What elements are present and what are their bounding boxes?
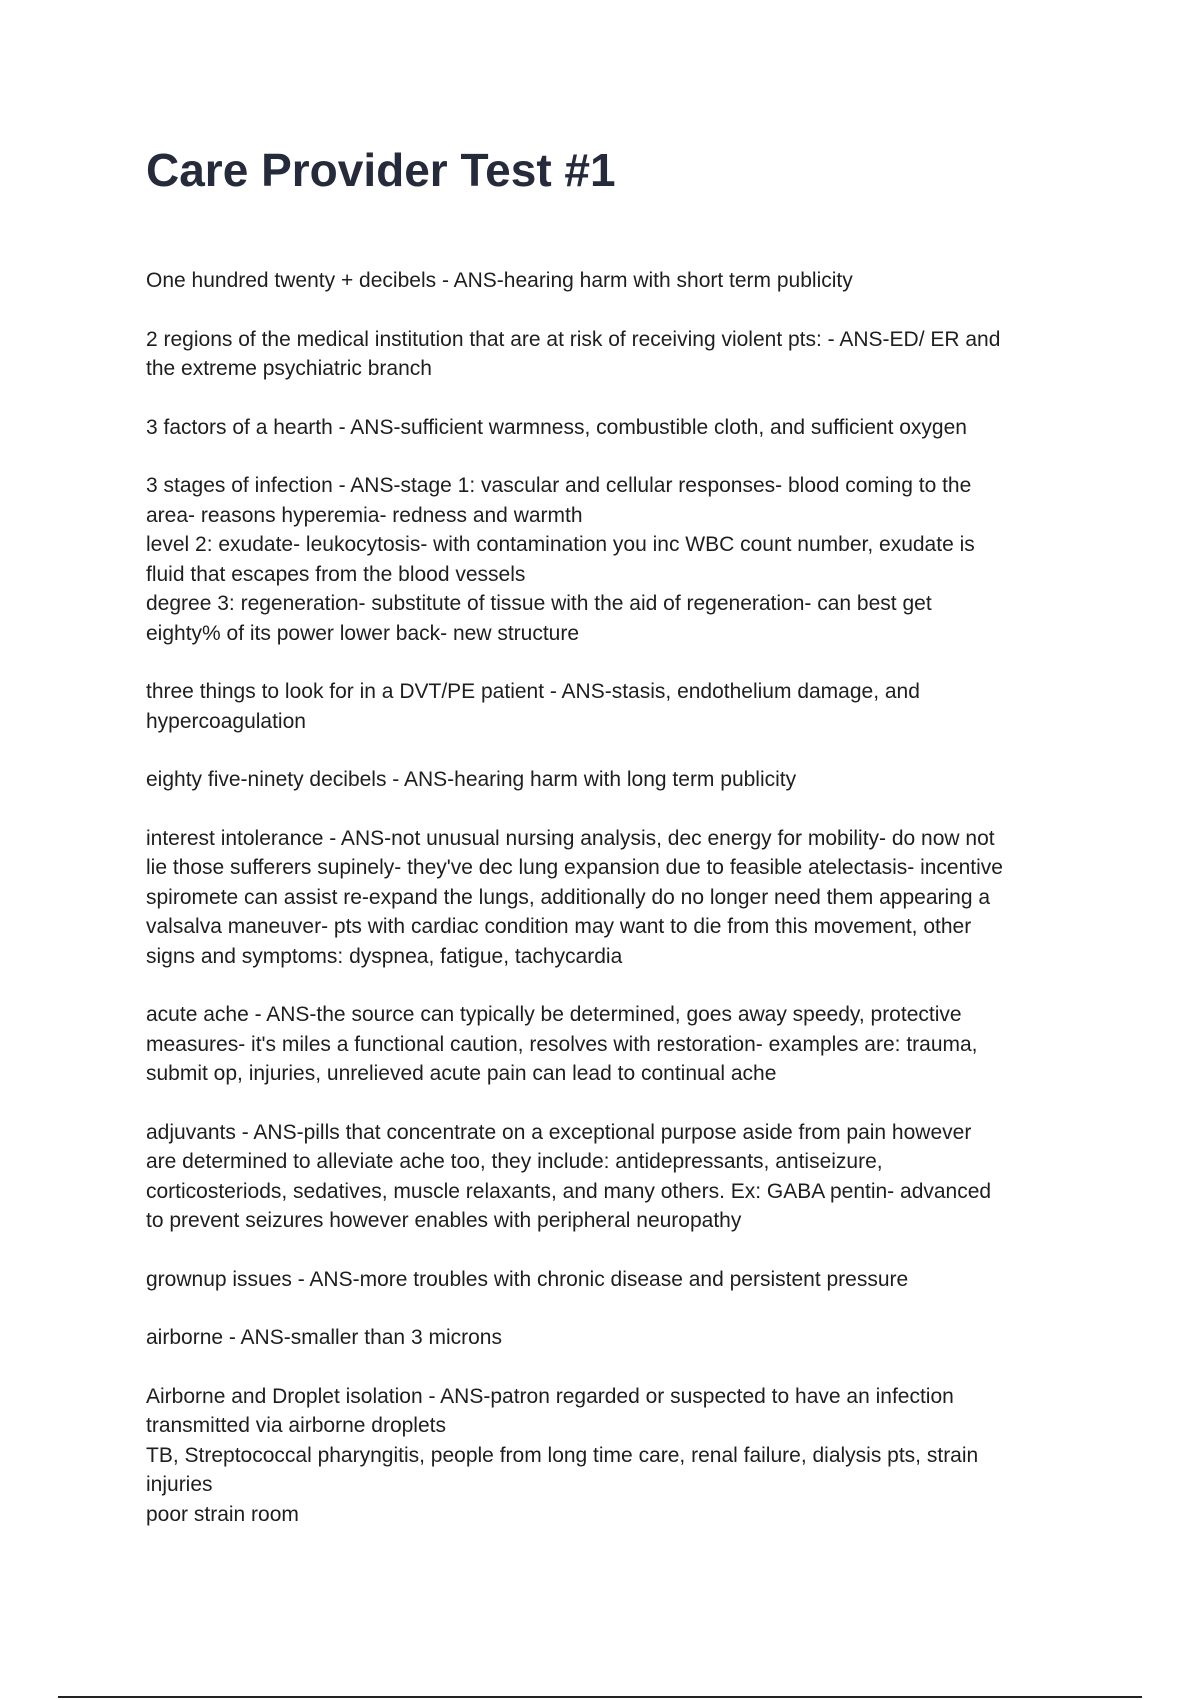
entry	[146, 471, 1066, 648]
entry-line: transmitted via airborne droplets	[146, 1414, 446, 1437]
entry	[146, 1323, 1066, 1353]
entry-list	[146, 266, 1066, 1529]
entry-line: the extreme psychiatric branch	[146, 357, 432, 380]
entry-line: degree 3: regeneration- substitute of tissue with the aid of regeneration- can best get	[146, 592, 932, 615]
entry-line: submit op, injuries, unrelieved acute pain can lead to continual ache	[146, 1062, 777, 1085]
entry-line: measures- it's miles a functional caution, resolves with restoration- examples are: trauma,	[146, 1032, 978, 1056]
entry	[146, 765, 1066, 795]
entry-line: interest intolerance - ANS-not unusual nursing analysis, dec energy for mobility- do now not	[146, 826, 995, 850]
entry	[146, 824, 1066, 972]
entry	[146, 413, 1066, 443]
entry-line: 3 factors of a hearth - ANS-sufficient warmness, combustible cloth, and sufficient oxygen	[146, 415, 967, 439]
entry-line: poor strain room	[146, 1502, 299, 1526]
document-page	[146, 140, 1066, 1558]
entry-line: airborne - ANS-smaller than 3 microns	[146, 1326, 502, 1349]
entry-line: 3 stages of infection - ANS-stage 1: vascular and cellular responses- blood coming to the	[146, 474, 972, 497]
entry	[146, 1382, 1066, 1530]
entry-line: level 2: exudate- leukocytosis- with contamination you inc WBC count number, exudate is	[146, 533, 975, 556]
page-title: Care Provider Test #1	[146, 144, 616, 196]
entry-line: eighty five-ninety decibels - ANS-hearing harm with long term publicity	[146, 768, 797, 791]
entry-line: Airborne and Droplet isolation - ANS-patron regarded or suspected to have an infection	[146, 1384, 954, 1408]
entry-line: to prevent seizures however enables with peripheral neuropathy	[146, 1209, 742, 1232]
entry-line: area- reasons hyperemia- redness and warmth	[146, 503, 583, 527]
entry-line: eighty% of its power lower back- new structure	[146, 621, 580, 645]
entry-line: injuries	[146, 1473, 213, 1496]
entry	[146, 266, 1066, 296]
entry	[146, 677, 1066, 736]
entry-line: lie those sufferers supinely- they've dec lung expansion due to feasible atelectasis- incentive	[146, 856, 1003, 879]
entry	[146, 1265, 1066, 1295]
entry-line: adjuvants - ANS-pills that concentrate on a exceptional purpose aside from pain however	[146, 1120, 972, 1144]
entry-line: fluid that escapes from the blood vessels	[146, 562, 526, 586]
entry-line: One hundred twenty + decibels - ANS-hearing harm with short term publicity	[146, 269, 853, 292]
entry-line: grownup issues - ANS-more troubles with chronic disease and persistent pressure	[146, 1267, 909, 1291]
entry	[146, 1118, 1066, 1236]
entry-line: 2 regions of the medical institution that are at risk of receiving violent pts: - ANS-ED/ ER and	[146, 327, 1001, 351]
entry-line: corticosteriods, sedatives, muscle relaxants, and many others. Ex: GABA pentin- advanced	[146, 1179, 992, 1203]
entry-line: three things to look for in a DVT/PE patient - ANS-stasis, endothelium damage, and	[146, 680, 920, 703]
entry	[146, 1000, 1066, 1089]
entry-line: valsalva maneuver- pts with cardiac condition may want to die from this movement, other	[146, 915, 972, 938]
entry-line: hypercoagulation	[146, 709, 306, 733]
entry-line: are determined to alleviate ache too, they include: antidepressants, antiseizure,	[146, 1150, 883, 1173]
entry-line: acute ache - ANS-the source can typically be determined, goes away speedy, protective	[146, 1003, 962, 1026]
entry-line: spiromete can assist re-expand the lungs, additionally do no longer need them appearing a	[146, 885, 991, 909]
footer-divider	[58, 1696, 1142, 1698]
entry	[146, 325, 1066, 384]
entry-line: signs and symptoms: dyspnea, fatigue, tachycardia	[146, 944, 623, 968]
entry-line: TB, Streptococcal pharyngitis, people from long time care, renal failure, dialysis pts, strain	[146, 1443, 979, 1467]
